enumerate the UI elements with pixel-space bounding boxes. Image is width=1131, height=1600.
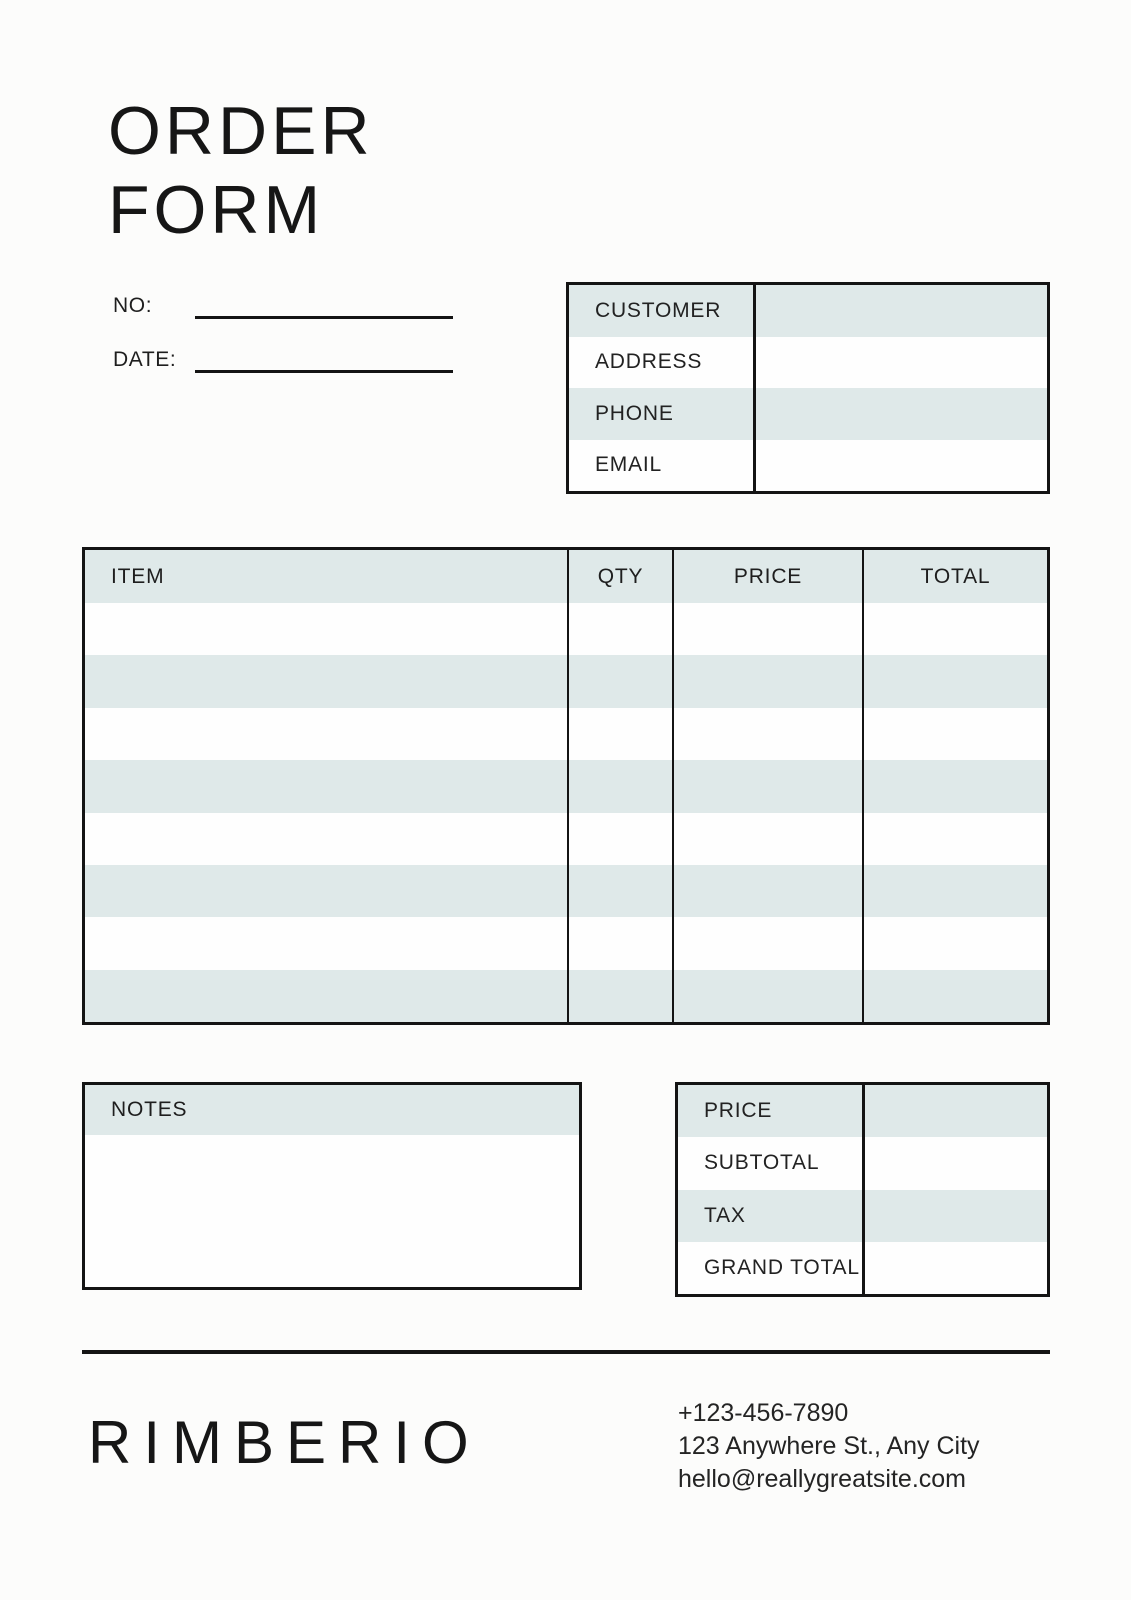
summary-grand-total-field[interactable] <box>865 1242 1047 1294</box>
summary-tax-field[interactable] <box>865 1190 1047 1242</box>
email-value-field[interactable] <box>756 440 1047 492</box>
summary-price-label: PRICE <box>678 1085 865 1137</box>
qty-cell[interactable] <box>567 813 672 865</box>
summary-price-row <box>678 1085 1047 1137</box>
items-header-row <box>85 550 1047 603</box>
customer-value-field[interactable] <box>756 285 1047 337</box>
order-no-row <box>113 290 473 344</box>
item-row <box>85 760 1047 812</box>
date-input-line[interactable] <box>195 370 453 373</box>
item-row <box>85 603 1047 655</box>
qty-cell[interactable] <box>567 760 672 812</box>
phone-value-field[interactable] <box>756 388 1047 440</box>
total-cell[interactable] <box>862 708 1047 760</box>
price-column-header: PRICE <box>672 550 862 603</box>
price-cell[interactable] <box>672 970 862 1022</box>
notes-label: NOTES <box>85 1085 579 1135</box>
qty-cell[interactable] <box>567 970 672 1022</box>
item-column-header: ITEM <box>111 564 165 588</box>
total-cell[interactable] <box>862 655 1047 707</box>
summary-tax-label: TAX <box>678 1190 865 1242</box>
price-cell[interactable] <box>672 603 862 655</box>
item-row <box>85 708 1047 760</box>
item-cell[interactable] <box>85 865 567 917</box>
item-row <box>85 970 1047 1022</box>
item-row <box>85 655 1047 707</box>
notes-box <box>82 1082 582 1290</box>
contact-phone: +123-456-7890 <box>678 1399 849 1427</box>
total-cell[interactable] <box>862 760 1047 812</box>
total-cell[interactable] <box>862 970 1047 1022</box>
item-cell[interactable] <box>85 813 567 865</box>
customer-row <box>569 285 1047 337</box>
page-title-line2: FORM <box>108 172 325 248</box>
date-label: DATE: <box>113 348 177 371</box>
price-cell[interactable] <box>672 865 862 917</box>
price-cell[interactable] <box>672 760 862 812</box>
summary-subtotal-label: SUBTOTAL <box>678 1137 865 1189</box>
total-column-header: TOTAL <box>862 550 1047 603</box>
qty-cell[interactable] <box>567 655 672 707</box>
qty-cell[interactable] <box>567 917 672 969</box>
summary-price-field[interactable] <box>865 1085 1047 1137</box>
order-meta <box>113 290 473 398</box>
address-label: ADDRESS <box>569 337 756 389</box>
price-cell[interactable] <box>672 655 862 707</box>
total-cell[interactable] <box>862 603 1047 655</box>
footer-divider <box>82 1350 1050 1354</box>
contact-info <box>678 1397 980 1496</box>
address-row <box>569 337 1047 389</box>
item-cell[interactable] <box>85 708 567 760</box>
contact-email: hello@reallygreatsite.com <box>678 1465 967 1493</box>
item-cell[interactable] <box>85 760 567 812</box>
email-label: EMAIL <box>569 440 756 492</box>
total-cell[interactable] <box>862 813 1047 865</box>
summary-grand-total-label: GRAND TOTAL <box>678 1242 865 1294</box>
summary-tax-row <box>678 1190 1047 1242</box>
contact-address: 123 Anywhere St., Any City <box>678 1432 980 1460</box>
summary-table <box>675 1082 1050 1297</box>
item-row <box>85 813 1047 865</box>
price-cell[interactable] <box>672 708 862 760</box>
phone-label: PHONE <box>569 388 756 440</box>
no-input-line[interactable] <box>195 316 453 319</box>
summary-subtotal-field[interactable] <box>865 1137 1047 1189</box>
item-cell[interactable] <box>85 603 567 655</box>
qty-cell[interactable] <box>567 708 672 760</box>
no-label: NO: <box>113 294 153 317</box>
item-cell[interactable] <box>85 917 567 969</box>
qty-column-header: QTY <box>567 550 672 603</box>
page-title-line1: ORDER <box>108 93 374 169</box>
customer-info-table <box>566 282 1050 494</box>
phone-row <box>569 388 1047 440</box>
qty-cell[interactable] <box>567 603 672 655</box>
qty-cell[interactable] <box>567 865 672 917</box>
items-table <box>82 547 1050 1025</box>
address-value-field[interactable] <box>756 337 1047 389</box>
summary-grand-total-row <box>678 1242 1047 1294</box>
summary-subtotal-row <box>678 1137 1047 1189</box>
price-cell[interactable] <box>672 813 862 865</box>
total-cell[interactable] <box>862 865 1047 917</box>
page-title <box>108 92 374 250</box>
order-date-row <box>113 344 473 398</box>
item-row <box>85 865 1047 917</box>
brand-logo: RIMBERIO <box>88 1409 481 1476</box>
price-cell[interactable] <box>672 917 862 969</box>
customer-label: CUSTOMER <box>569 285 756 337</box>
item-row <box>85 917 1047 969</box>
total-cell[interactable] <box>862 917 1047 969</box>
email-row <box>569 440 1047 492</box>
item-cell[interactable] <box>85 970 567 1022</box>
notes-input-area[interactable] <box>85 1135 579 1287</box>
item-cell[interactable] <box>85 655 567 707</box>
